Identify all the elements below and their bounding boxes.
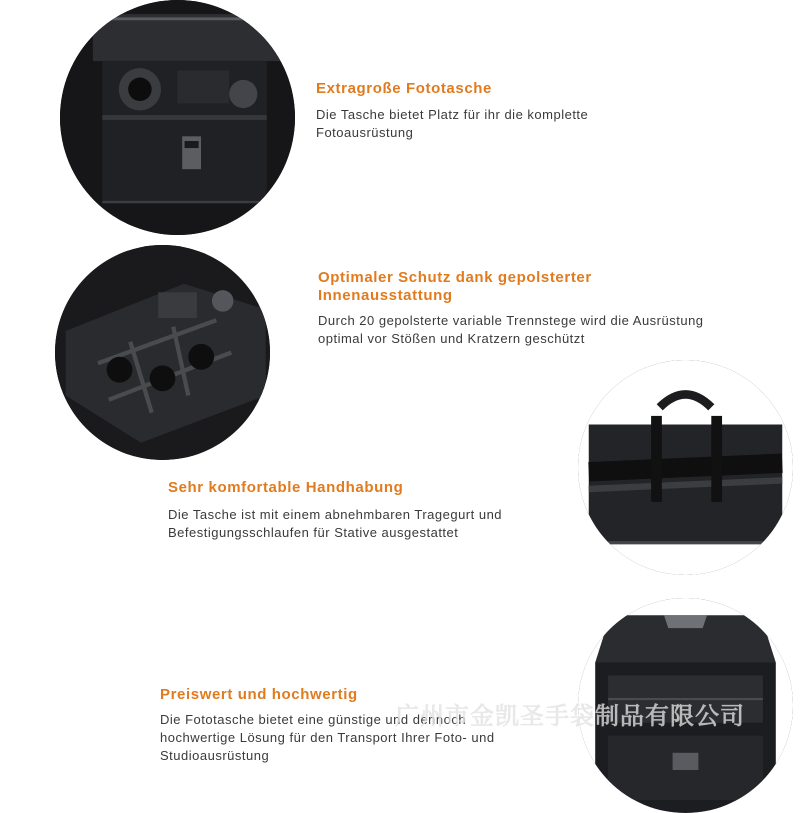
feature-extra-large-bag [316, 80, 776, 142]
feature-description: Die Tasche ist mit einem abnehmbaren Tragegurt und Befestigungsschlaufen für Stative ausgestattet [168, 506, 548, 542]
feature-padded-protection [318, 269, 738, 348]
feature-description: Die Fototasche bietet eine günstige und dennoch hochwertige Lösung für den Transport Ihrer Foto- und Studioausrüstung [160, 711, 530, 765]
bag-photo-padded-interior [55, 245, 270, 460]
feature-description: Die Tasche bietet Platz für ihr die komplette Fotoausrüstung [316, 106, 661, 142]
feature-title: Extragroße Fototasche [316, 80, 776, 98]
feature-description: Durch 20 gepolsterte variable Trennstege wird die Ausrüstung optimal vor Stößen und Kratzern geschützt [318, 312, 713, 348]
bag-photo-tripod [578, 360, 793, 575]
company-watermark: 广州市金凯圣手袋制品有限公司 [395, 696, 745, 731]
feature-title: Sehr komfortable Handhabung [168, 479, 563, 497]
feature-comfortable-handling [168, 479, 563, 542]
feature-title: Optimaler Schutz dank gepolsterter Innenausstattung [318, 269, 608, 305]
bag-photo-open [60, 0, 295, 235]
feature-title: Preiswert und hochwertig [160, 686, 540, 704]
